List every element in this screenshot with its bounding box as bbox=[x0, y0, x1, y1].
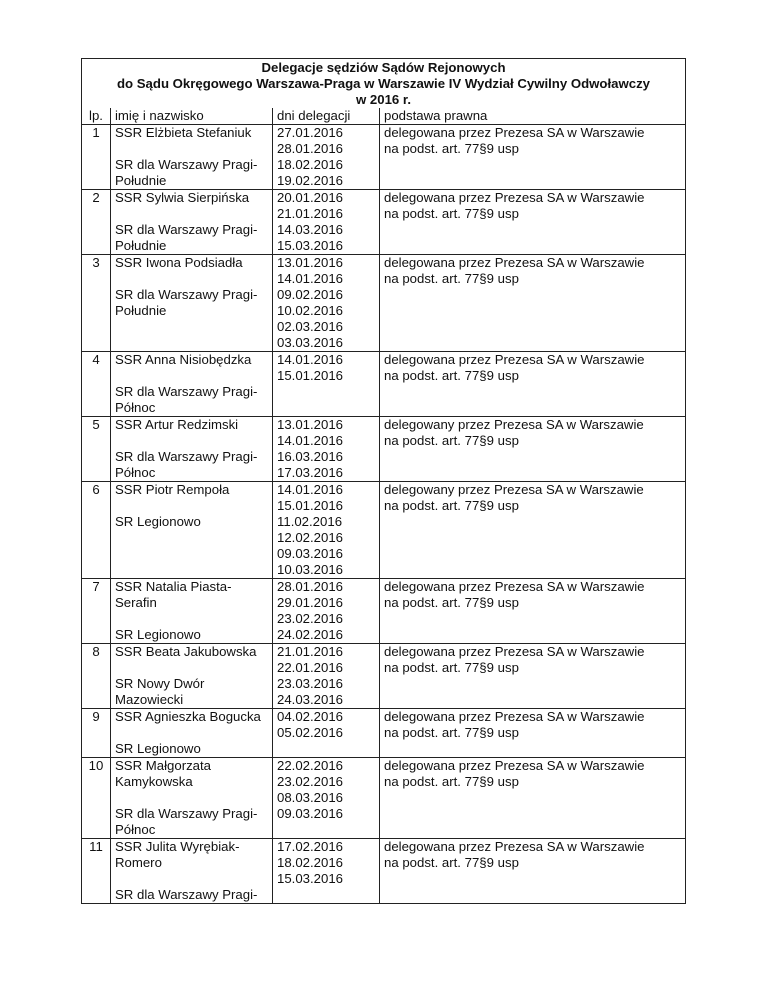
judge-cell bbox=[111, 190, 273, 255]
legal-basis-line-2: na podst. art. 77§9 usp bbox=[384, 433, 519, 448]
delegation-date: 18.02.2016 bbox=[277, 157, 344, 172]
delegation-date: 13.01.2016 bbox=[277, 417, 344, 432]
row-number: 11 bbox=[82, 839, 111, 904]
court-name: SR Nowy Dwór Mazowiecki bbox=[115, 676, 205, 707]
dates-cell bbox=[273, 352, 380, 417]
legal-basis-cell bbox=[380, 255, 686, 352]
legal-basis-cell bbox=[380, 125, 686, 190]
delegation-date: 24.02.2016 bbox=[277, 627, 344, 642]
table-row bbox=[82, 125, 686, 190]
delegation-date: 16.03.2016 bbox=[277, 449, 344, 464]
judge-name: SSR Anna Nisiobędzka bbox=[115, 352, 252, 367]
spacer bbox=[115, 725, 268, 741]
legal-basis-line-1: delegowana przez Prezesa SA w Warszawie bbox=[384, 125, 645, 140]
legal-basis-cell bbox=[380, 352, 686, 417]
spacer bbox=[115, 271, 268, 287]
row-number: 9 bbox=[82, 709, 111, 758]
legal-basis-line-2: na podst. art. 77§9 usp bbox=[384, 774, 519, 789]
row-number: 7 bbox=[82, 579, 111, 644]
delegation-date: 14.01.2016 bbox=[277, 433, 344, 448]
legal-basis-cell bbox=[380, 579, 686, 644]
dates-cell bbox=[273, 482, 380, 579]
header-basis: podstawa prawna bbox=[380, 108, 686, 125]
delegation-date: 14.01.2016 bbox=[277, 271, 344, 286]
delegation-date: 21.01.2016 bbox=[277, 644, 344, 659]
delegation-date: 13.01.2016 bbox=[277, 255, 344, 270]
legal-basis-line-2: na podst. art. 77§9 usp bbox=[384, 271, 519, 286]
header-row bbox=[82, 108, 686, 125]
dates-cell bbox=[273, 190, 380, 255]
delegation-date: 08.03.2016 bbox=[277, 790, 344, 805]
legal-basis-cell bbox=[380, 190, 686, 255]
table-row bbox=[82, 839, 686, 904]
dates-cell bbox=[273, 644, 380, 709]
delegation-date: 17.03.2016 bbox=[277, 465, 344, 480]
judge-name: SSR Małgorzata Kamykowska bbox=[115, 758, 212, 789]
table-row bbox=[82, 190, 686, 255]
delegation-date: 09.03.2016 bbox=[277, 806, 344, 821]
table-row bbox=[82, 482, 686, 579]
judge-name: SSR Elżbieta Stefaniuk bbox=[115, 125, 252, 140]
dates-cell bbox=[273, 709, 380, 758]
delegation-date: 15.01.2016 bbox=[277, 498, 344, 513]
legal-basis-cell bbox=[380, 417, 686, 482]
row-number: 6 bbox=[82, 482, 111, 579]
delegation-date: 02.03.2016 bbox=[277, 319, 344, 334]
delegation-date: 09.03.2016 bbox=[277, 546, 344, 561]
legal-basis-line-2: na podst. art. 77§9 usp bbox=[384, 855, 519, 870]
delegation-date: 28.01.2016 bbox=[277, 579, 344, 594]
spacer bbox=[115, 433, 268, 449]
delegation-date: 23.03.2016 bbox=[277, 676, 344, 691]
court-name: SR dla Warszawy Pragi-Południe bbox=[115, 157, 258, 188]
delegation-date: 28.01.2016 bbox=[277, 141, 344, 156]
table-row bbox=[82, 352, 686, 417]
legal-basis-line-1: delegowana przez Prezesa SA w Warszawie bbox=[384, 352, 645, 367]
delegation-date: 24.03.2016 bbox=[277, 692, 344, 707]
delegations-table bbox=[81, 58, 686, 904]
document-page bbox=[81, 58, 686, 904]
court-name: SR Legionowo bbox=[115, 627, 201, 642]
court-name: SR Legionowo bbox=[115, 741, 201, 756]
delegation-date: 21.01.2016 bbox=[277, 206, 344, 221]
delegation-date: 23.02.2016 bbox=[277, 611, 344, 626]
delegation-date: 12.02.2016 bbox=[277, 530, 344, 545]
spacer bbox=[115, 368, 268, 384]
title-line-1: Delegacje sędziów Sądów Rejonowych bbox=[261, 60, 506, 75]
delegation-date: 10.02.2016 bbox=[277, 303, 344, 318]
delegation-date: 15.03.2016 bbox=[277, 238, 344, 253]
table-title bbox=[82, 59, 686, 109]
legal-basis-line-2: na podst. art. 77§9 usp bbox=[384, 206, 519, 221]
spacer bbox=[115, 141, 268, 157]
delegation-date: 23.02.2016 bbox=[277, 774, 344, 789]
row-number: 3 bbox=[82, 255, 111, 352]
legal-basis-line-2: na podst. art. 77§9 usp bbox=[384, 498, 519, 513]
delegation-date: 14.01.2016 bbox=[277, 482, 344, 497]
judge-cell bbox=[111, 125, 273, 190]
row-number: 5 bbox=[82, 417, 111, 482]
header-dates: dni delegacji bbox=[273, 108, 380, 125]
legal-basis-line-1: delegowana przez Prezesa SA w Warszawie bbox=[384, 758, 645, 773]
judge-name: SSR Julita Wyrębiak-Romero bbox=[115, 839, 240, 870]
table-row bbox=[82, 417, 686, 482]
delegation-date: 11.02.2016 bbox=[277, 514, 343, 529]
judge-name: SSR Sylwia Sierpińska bbox=[115, 190, 250, 205]
legal-basis-line-1: delegowana przez Prezesa SA w Warszawie bbox=[384, 839, 645, 854]
delegation-date: 18.02.2016 bbox=[277, 855, 344, 870]
delegation-date: 19.02.2016 bbox=[277, 173, 344, 188]
judge-cell bbox=[111, 758, 273, 839]
table-body bbox=[82, 125, 686, 904]
delegation-date: 29.01.2016 bbox=[277, 595, 344, 610]
delegation-date: 22.02.2016 bbox=[277, 758, 344, 773]
table-row bbox=[82, 579, 686, 644]
delegation-date: 04.02.2016 bbox=[277, 709, 344, 724]
title-row bbox=[82, 59, 686, 109]
court-name: SR dla Warszawy Pragi-Północ bbox=[115, 384, 258, 415]
row-number: 10 bbox=[82, 758, 111, 839]
delegation-date: 27.01.2016 bbox=[277, 125, 344, 140]
dates-cell bbox=[273, 839, 380, 904]
judge-cell bbox=[111, 352, 273, 417]
header-lp: lp. bbox=[82, 108, 111, 125]
judge-cell bbox=[111, 482, 273, 579]
row-number: 4 bbox=[82, 352, 111, 417]
dates-cell bbox=[273, 417, 380, 482]
delegation-date: 14.03.2016 bbox=[277, 222, 344, 237]
judge-cell bbox=[111, 255, 273, 352]
court-name: SR dla Warszawy Pragi-Północ bbox=[115, 449, 258, 480]
court-name: SR dla Warszawy Pragi-Południe bbox=[115, 222, 258, 253]
title-line-3: w 2016 r. bbox=[356, 92, 411, 107]
delegation-date: 15.03.2016 bbox=[277, 871, 344, 886]
judge-cell bbox=[111, 709, 273, 758]
legal-basis-line-2: na podst. art. 77§9 usp bbox=[384, 725, 519, 740]
legal-basis-line-1: delegowana przez Prezesa SA w Warszawie bbox=[384, 190, 645, 205]
judge-cell bbox=[111, 644, 273, 709]
court-name: SR Legionowo bbox=[115, 514, 201, 529]
dates-cell bbox=[273, 758, 380, 839]
spacer bbox=[115, 871, 268, 887]
table-row bbox=[82, 644, 686, 709]
legal-basis-cell bbox=[380, 758, 686, 839]
delegation-date: 14.01.2016 bbox=[277, 352, 344, 367]
court-name: SR dla Warszawy Pragi-Południe bbox=[115, 287, 258, 318]
legal-basis-cell bbox=[380, 644, 686, 709]
spacer bbox=[115, 206, 268, 222]
judge-name: SSR Artur Redzimski bbox=[115, 417, 239, 432]
legal-basis-line-2: na podst. art. 77§9 usp bbox=[384, 660, 519, 675]
legal-basis-line-1: delegowana przez Prezesa SA w Warszawie bbox=[384, 644, 645, 659]
dates-cell bbox=[273, 579, 380, 644]
judge-name: SSR Piotr Rempoła bbox=[115, 482, 230, 497]
table-row bbox=[82, 709, 686, 758]
delegation-date: 17.02.2016 bbox=[277, 839, 344, 854]
title-line-2: do Sądu Okręgowego Warszawa-Praga w Warszawie IV Wydział Cywilny Odwoławczy bbox=[116, 76, 650, 91]
delegation-date: 09.02.2016 bbox=[277, 287, 344, 302]
row-number: 2 bbox=[82, 190, 111, 255]
judge-cell bbox=[111, 417, 273, 482]
delegation-date: 03.03.2016 bbox=[277, 335, 344, 350]
legal-basis-line-2: na podst. art. 77§9 usp bbox=[384, 595, 519, 610]
legal-basis-line-1: delegowana przez Prezesa SA w Warszawie bbox=[384, 579, 645, 594]
delegation-date: 10.03.2016 bbox=[277, 562, 344, 577]
legal-basis-line-2: na podst. art. 77§9 usp bbox=[384, 368, 519, 383]
legal-basis-line-1: delegowany przez Prezesa SA w Warszawie bbox=[384, 482, 644, 497]
table-row bbox=[82, 758, 686, 839]
spacer bbox=[115, 790, 268, 806]
judge-name: SSR Iwona Podsiadła bbox=[115, 255, 243, 270]
delegation-date: 22.01.2016 bbox=[277, 660, 344, 675]
row-number: 1 bbox=[82, 125, 111, 190]
legal-basis-cell bbox=[380, 482, 686, 579]
delegation-date: 05.02.2016 bbox=[277, 725, 344, 740]
spacer bbox=[115, 660, 268, 676]
header-name: imię i nazwisko bbox=[111, 108, 273, 125]
judge-name: SSR Agnieszka Bogucka bbox=[115, 709, 261, 724]
dates-cell bbox=[273, 255, 380, 352]
spacer bbox=[115, 498, 268, 514]
legal-basis-line-1: delegowana przez Prezesa SA w Warszawie bbox=[384, 255, 645, 270]
table-row bbox=[82, 255, 686, 352]
delegation-date: 15.01.2016 bbox=[277, 368, 344, 383]
court-name: SR dla Warszawy Pragi-Północ bbox=[115, 806, 258, 837]
legal-basis-cell bbox=[380, 709, 686, 758]
dates-cell bbox=[273, 125, 380, 190]
delegation-date: 20.01.2016 bbox=[277, 190, 344, 205]
legal-basis-line-2: na podst. art. 77§9 usp bbox=[384, 141, 519, 156]
spacer bbox=[115, 611, 268, 627]
legal-basis-cell bbox=[380, 839, 686, 904]
judge-name: SSR Natalia Piasta-Serafin bbox=[115, 579, 232, 610]
legal-basis-line-1: delegowana przez Prezesa SA w Warszawie bbox=[384, 709, 645, 724]
legal-basis-line-1: delegowany przez Prezesa SA w Warszawie bbox=[384, 417, 644, 432]
court-name: SR dla Warszawy Pragi- bbox=[115, 887, 258, 902]
judge-cell bbox=[111, 579, 273, 644]
row-number: 8 bbox=[82, 644, 111, 709]
judge-name: SSR Beata Jakubowska bbox=[115, 644, 257, 659]
judge-cell bbox=[111, 839, 273, 904]
